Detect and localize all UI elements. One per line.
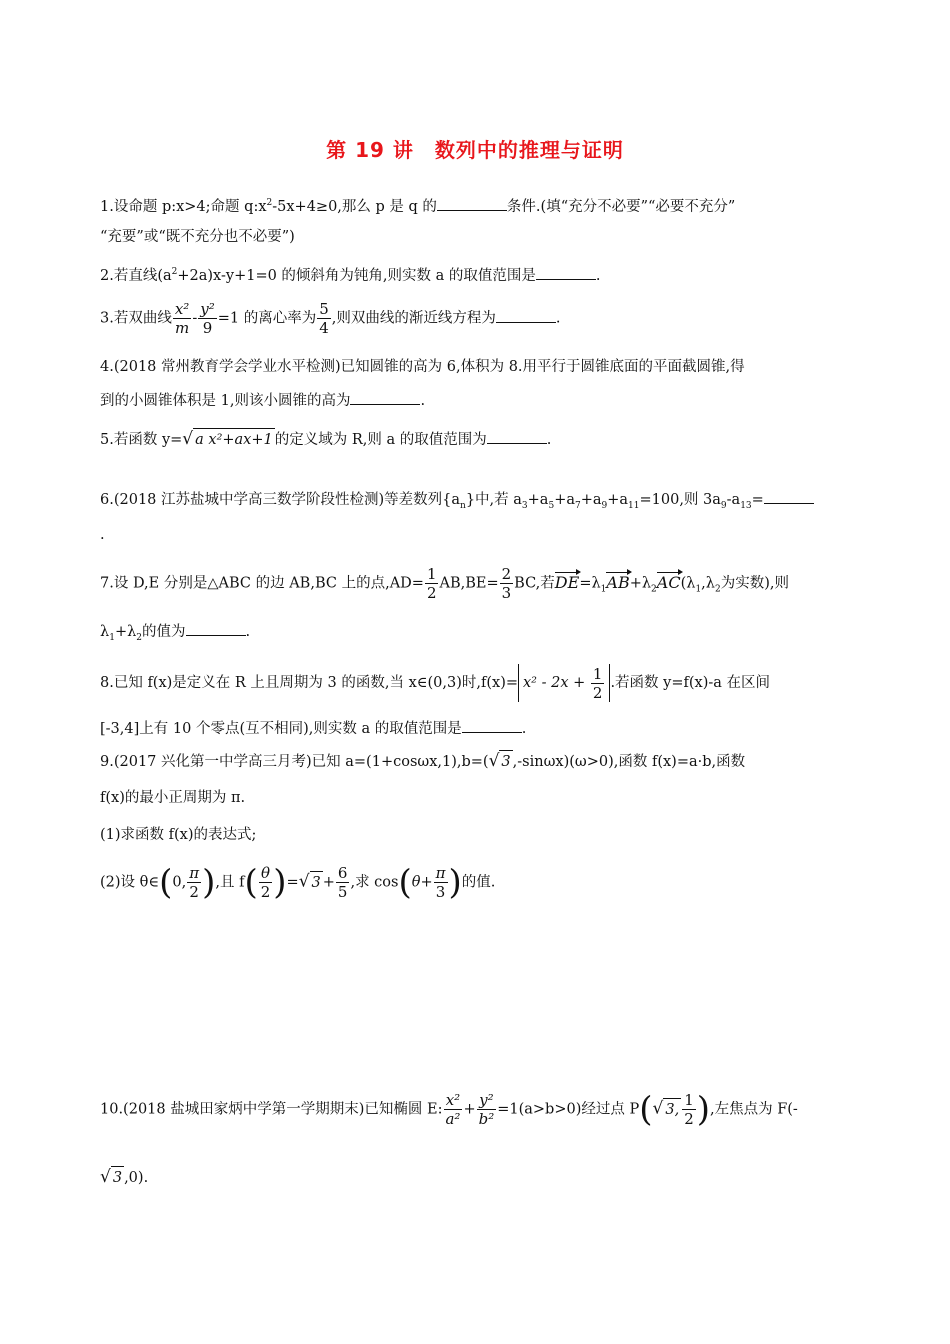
answer-blank[interactable] — [462, 718, 522, 733]
fraction-y2-over-9: $\frac{\text{y²}}{9}$ — [200, 300, 215, 337]
question-7-line-1: 7.设 D,E 分别是△ABC 的边 AB,BC 上的点,AD= $\frac{1}{2}$ AB,BE= $\frac{2}{3}$ BC,若$DE=\lambda_1AB+\lambda_2AC(\lambda_1,\lambda_2$为实数),则 — [100, 565, 789, 602]
question-6-period: . — [100, 527, 105, 543]
question-4-line-2: 到的小圆锥体积是 1,则该小圆锥的高为 . — [100, 390, 860, 412]
answer-blank[interactable] — [186, 621, 246, 636]
answer-blank[interactable] — [496, 308, 556, 323]
question-6: 6.(2018 江苏盐城中学高三数学阶段性检测)等差数列$\{a_n\}$中,若 $a_3+a_5+a_7+a_9+a_{11}=100$,则 $3a_9-a_{13}=$ — [100, 489, 860, 517]
question-1-line-1: 1.设命题 p:x>4;命题 $q:x^2-5x+4\ge 0$,那么 p 是 q 的 条件.(填“充分不必要”“必要不充分” — [100, 192, 860, 218]
absolute-value-expression: x² - 2x + $\frac{1}{2}$ — [518, 664, 610, 702]
question-3: 3.若双曲线 $\frac{\text{x²}}{m}$ - $\frac{\text{y²}}{9}$ =1 的离心率为 $\frac{5}{4}$ ,则双曲线的渐近线方程为 . — [100, 300, 561, 337]
fraction-x2-over-m: $\frac{\text{x²}}{m}$ — [174, 300, 190, 337]
answer-blank[interactable] — [487, 429, 547, 444]
question-1-line-2: “充要”或“既不充分也不必要”) — [100, 229, 295, 245]
answer-blank[interactable] — [764, 489, 814, 504]
fraction-5-over-4: $\frac{5}{4}$ — [319, 300, 329, 337]
question-2: 2.若直线$(a^2+2a)x-y+1=0$ 的倾斜角为钝角,则实数 a 的取值范围是 . — [100, 261, 860, 287]
answer-blank[interactable] — [437, 196, 507, 211]
question-9-part-2: (2)设 θ∈(0, $\frac{\pi}{2}$ ),且 f( $\frac{\theta}{2}$ )=√ 3 + $\frac{6}{5}$ ,求 cos(θ+ $\frac{\pi}{3}$ )的值. — [100, 862, 496, 903]
question-9-line-2: f(x)的最小正周期为 π. — [100, 790, 246, 806]
sqrt-expression: a x²+ax+1 — [193, 428, 275, 451]
answer-blank[interactable] — [350, 390, 420, 405]
vector-de: DE — [554, 572, 580, 592]
question-8-line-1: 8.已知 f(x)是定义在 R 上且周期为 3 的函数,当 x∈(0,3)时,f(x)= x² - 2x + $\frac{1}{2}$ .若函数 y=f(x)-a 在区间 — [100, 664, 771, 702]
question-7-line-2: $\lambda_1+\lambda_2$的值为 . — [100, 621, 860, 649]
vector-ac: AC — [656, 572, 681, 592]
question-5: 5.若函数 y=√ a x²+ax+1 的定义域为 R,则 a 的取值范围为 . — [100, 429, 552, 449]
question-9-part-1: (1)求函数 f(x)的表达式; — [100, 827, 257, 843]
question-10-line-1: 10.(2018 盐城田家炳中学第一学期期末)已知椭圆 E: $\frac{\text{x²}}{\text{a²}}$ + $\frac{\text{y²}}{\text{b²}}$ =1(a>b>0)经过点 P(√ 3, $\frac{1}{2}$ ),左焦点为 F(- — [100, 1089, 798, 1130]
question-9-line-1: 9.(2017 兴化第一中学高三月考)已知 a=(1+cosωx,1),b=(√ 3 ,-sinωx)(ω>0),函数 f(x)=a·b,函数 — [100, 751, 746, 771]
vector-ab: AB — [606, 572, 630, 592]
question-8-line-2: [-3,4]上有 10 个零点(互不相同),则实数 a 的取值范围是 . — [100, 718, 860, 740]
question-4-line-1: 4.(2018 常州教育学会学业水平检测)已知圆锥的高为 6,体积为 8.用平行于圆锥底面的平面截圆锥,得 — [100, 359, 745, 375]
question-10-line-2: √ 3 ,0). — [100, 1167, 149, 1187]
answer-blank[interactable] — [536, 265, 596, 280]
page-title: 第 19 讲 数列中的推理与证明 — [326, 138, 624, 162]
